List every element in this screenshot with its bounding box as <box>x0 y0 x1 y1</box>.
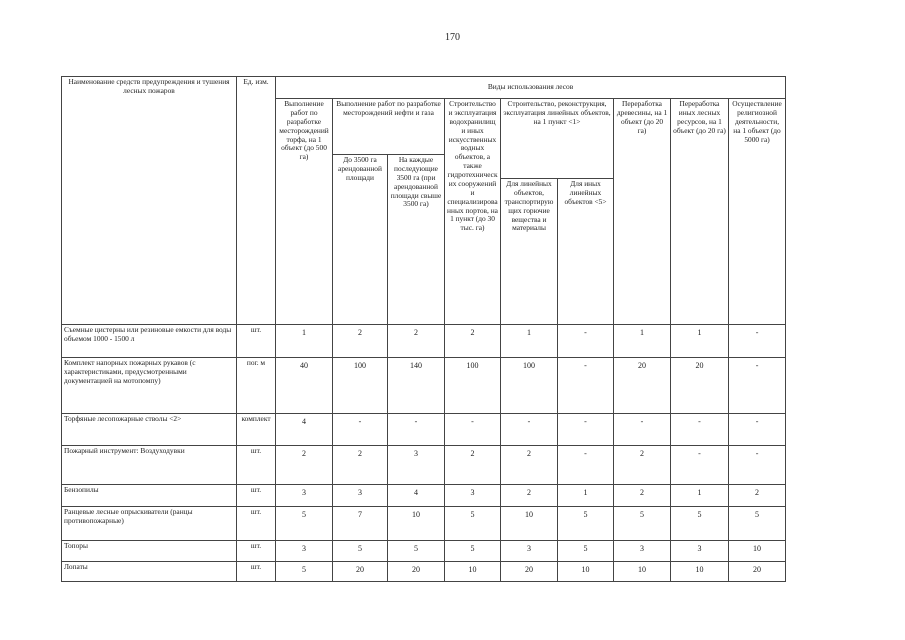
cell: - <box>729 325 786 358</box>
cell: 3 <box>671 541 729 562</box>
cell: 5 <box>276 562 333 582</box>
cell: - <box>445 414 501 446</box>
header-oilgas-each: На каждые последующие 3500 га (при арендованной площади свыше 3500 га) <box>388 155 445 325</box>
cell: 1 <box>501 325 558 358</box>
table-row <box>62 325 786 358</box>
cell: 5 <box>445 541 501 562</box>
header-types: Виды использования лесов <box>276 77 786 99</box>
cell: 140 <box>388 358 445 414</box>
cell: 5 <box>333 541 388 562</box>
cell: 1 <box>671 485 729 507</box>
cell: 20 <box>388 562 445 582</box>
cell: - <box>729 446 786 485</box>
table-row <box>62 562 786 582</box>
cell: 20 <box>729 562 786 582</box>
header-oilgas: Выполнение работ по разработке месторождений нефти и газа <box>333 99 445 155</box>
cell: 2 <box>276 446 333 485</box>
cell: 5 <box>558 507 614 541</box>
cell: 4 <box>276 414 333 446</box>
header-linear-other: Для иных линейных объектов <5> <box>558 179 614 325</box>
cell: 2 <box>501 446 558 485</box>
cell: 2 <box>445 325 501 358</box>
cell: 3 <box>445 485 501 507</box>
cell: - <box>388 414 445 446</box>
cell: 3 <box>388 446 445 485</box>
table-row <box>62 414 786 446</box>
cell: 5 <box>388 541 445 562</box>
cell: - <box>501 414 558 446</box>
table-row <box>62 446 786 485</box>
cell: 100 <box>445 358 501 414</box>
row-unit: шт. <box>237 541 276 562</box>
cell: 5 <box>276 507 333 541</box>
page-number: 170 <box>445 32 460 43</box>
cell: 10 <box>614 562 671 582</box>
table-row <box>62 485 786 507</box>
cell: 2 <box>388 325 445 358</box>
row-name: Лопаты <box>62 562 237 582</box>
row-name: Комплект напорных пожарных рукавов (с характеристиками, предусмотренными документацией на мотопомпу) <box>62 358 237 414</box>
header-reservoirs: Строительство и эксплуатация водохранилищ и иных искусственных водных объектов, а также гидротехнических сооружений и специализированных портов, на 1 пункт (до 30 тыс. га) <box>445 99 501 325</box>
table-row <box>62 507 786 541</box>
fire-equipment-table <box>61 76 786 582</box>
cell: - <box>671 446 729 485</box>
row-name: Ранцевые лесные опрыскиватели (ранцы противопожарные) <box>62 507 237 541</box>
cell: 2 <box>333 446 388 485</box>
cell: 7 <box>333 507 388 541</box>
row-name: Топоры <box>62 541 237 562</box>
cell: 1 <box>614 325 671 358</box>
header-religious: Осуществление религиозной деятельности, на 1 объект (до 5000 га) <box>729 99 786 325</box>
cell: 10 <box>558 562 614 582</box>
row-name: Бензопилы <box>62 485 237 507</box>
cell: 1 <box>671 325 729 358</box>
cell: 3 <box>333 485 388 507</box>
cell: 20 <box>333 562 388 582</box>
cell: 10 <box>671 562 729 582</box>
cell: 5 <box>671 507 729 541</box>
cell: 2 <box>614 446 671 485</box>
cell: - <box>558 358 614 414</box>
header-peat: Выполнение работ по разработке месторождений торфа, на 1 объект (до 500 га) <box>276 99 333 325</box>
cell: - <box>614 414 671 446</box>
row-unit: комплект <box>237 414 276 446</box>
cell: 2 <box>614 485 671 507</box>
header-name: Наименование средств предупреждения и тушения лесных пожаров <box>62 77 237 325</box>
cell: 2 <box>445 446 501 485</box>
header-other-resources: Переработка иных лесных ресурсов, на 1 объект (до 20 га) <box>671 99 729 325</box>
header-oilgas-upto: До 3500 га арендованной площади <box>333 155 388 325</box>
row-name: Торфяные лесопожарные стволы <2> <box>62 414 237 446</box>
cell: 3 <box>501 541 558 562</box>
row-unit: шт. <box>237 562 276 582</box>
cell: 3 <box>276 485 333 507</box>
cell: 10 <box>445 562 501 582</box>
cell: 3 <box>276 541 333 562</box>
row-unit: шт. <box>237 485 276 507</box>
row-unit: шт. <box>237 446 276 485</box>
cell: - <box>558 414 614 446</box>
cell: 2 <box>729 485 786 507</box>
cell: 10 <box>388 507 445 541</box>
cell: - <box>558 446 614 485</box>
cell: 5 <box>729 507 786 541</box>
cell: - <box>333 414 388 446</box>
table-row <box>62 541 786 562</box>
cell: 2 <box>333 325 388 358</box>
cell: 20 <box>671 358 729 414</box>
cell: - <box>671 414 729 446</box>
table-row <box>62 358 786 414</box>
cell: 5 <box>445 507 501 541</box>
header-unit: Ед. изм. <box>237 77 276 325</box>
header-linear-fuel: Для линейных объектов, транспортирующих горючие вещества и материалы <box>501 179 558 325</box>
cell: 5 <box>558 541 614 562</box>
cell: - <box>729 358 786 414</box>
cell: 10 <box>501 507 558 541</box>
cell: 20 <box>614 358 671 414</box>
cell: 2 <box>501 485 558 507</box>
row-name: Пожарный инструмент: Воздуходувки <box>62 446 237 485</box>
cell: 1 <box>276 325 333 358</box>
row-unit: шт. <box>237 325 276 358</box>
header-linear: Строительство, реконструкция, эксплуатация линейных объектов, на 1 пункт <1> <box>501 99 614 179</box>
row-unit: шт. <box>237 507 276 541</box>
cell: - <box>558 325 614 358</box>
cell: 3 <box>614 541 671 562</box>
cell: 100 <box>333 358 388 414</box>
cell: 40 <box>276 358 333 414</box>
cell: 10 <box>729 541 786 562</box>
cell: 5 <box>614 507 671 541</box>
header-wood: Переработка древесины, на 1 объект (до 20 га) <box>614 99 671 325</box>
row-name: Съемные цистерны или резиновые емкости для воды объемом 1000 - 1500 л <box>62 325 237 358</box>
cell: 1 <box>558 485 614 507</box>
cell: 100 <box>501 358 558 414</box>
cell: 4 <box>388 485 445 507</box>
cell: 20 <box>501 562 558 582</box>
cell: - <box>729 414 786 446</box>
row-unit: пог. м <box>237 358 276 414</box>
